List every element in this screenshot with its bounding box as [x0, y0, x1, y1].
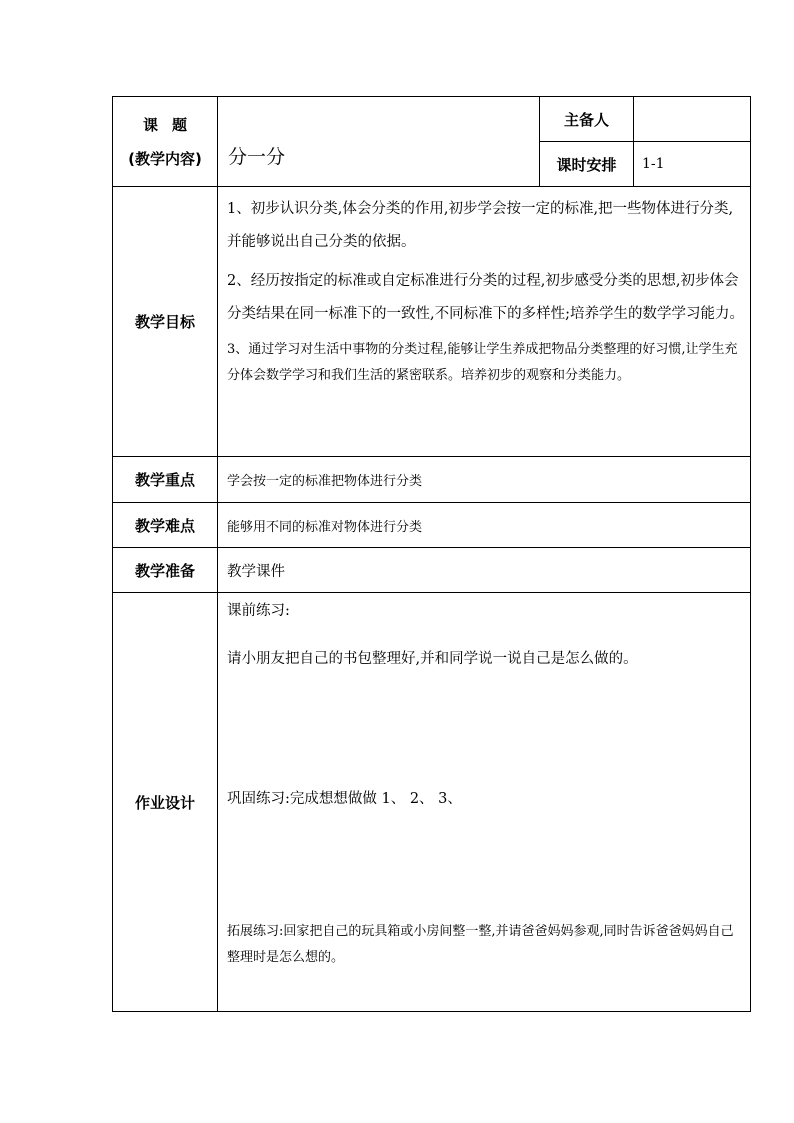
homework-content: [218, 593, 751, 1012]
homework-pre-title: 课前练习:: [227, 603, 290, 619]
difficulties-value: 能够用不同的标准对物体进行分类: [218, 503, 751, 548]
preparer-label: 主备人: [540, 97, 634, 142]
homework-consolidate: 巩固练习:完成想想做做 1、 2、 3、: [227, 791, 462, 807]
topic-value: 分一分: [218, 97, 540, 187]
objective-item: 1、初步认识分类,体会分类的作用,初步学会按一定的标准,把一些物体进行分类,并能够说出自己分类的依据。: [227, 201, 734, 250]
topic-label-cell: [113, 97, 218, 187]
preparer-value: [634, 97, 751, 142]
objective-item: 3、通过学习对生活中事物的分类过程,能够让学生养成把物品分类整理的好习惯,让学生充分体会数学学习和我们生活的紧密联系。培养初步的观察和分类能力。: [227, 342, 738, 383]
preparation-label: 教学准备: [113, 548, 218, 593]
lesson-plan-table: [112, 96, 751, 1012]
schedule-value: 1-1: [634, 142, 751, 187]
homework-extend: 拓展练习:回家把自己的玩具箱或小房间整一整,并请爸爸妈妈参观,同时告诉爸爸妈妈自己整理时是怎么想的。: [227, 924, 734, 965]
objectives-label: 教学目标: [113, 187, 218, 457]
key-points-label: 教学重点: [113, 457, 218, 503]
lesson-plan-sheet: [112, 96, 750, 1012]
homework-pre-text: 请小朋友把自己的书包整理好,并和同学说一说自己是怎么做的。: [227, 651, 638, 667]
preparation-value: 教学课件: [218, 548, 751, 593]
homework-label: 作业设计: [113, 593, 218, 1012]
key-points-value: 学会按一定的标准把物体进行分类: [218, 457, 751, 503]
topic-label-sub: (教学内容): [128, 149, 202, 168]
topic-label: 课题: [142, 115, 201, 134]
difficulties-label: 教学难点: [113, 503, 218, 548]
objectives-content: [218, 187, 751, 457]
objective-item: 2、经历按指定的标准或自定标准进行分类的过程,初步感受分类的思想,初步体会分类结果在同一标准下的一致性,不同标准下的多样性;培养学生的数学学习能力。: [227, 273, 744, 322]
schedule-label: 课时安排: [540, 142, 634, 187]
